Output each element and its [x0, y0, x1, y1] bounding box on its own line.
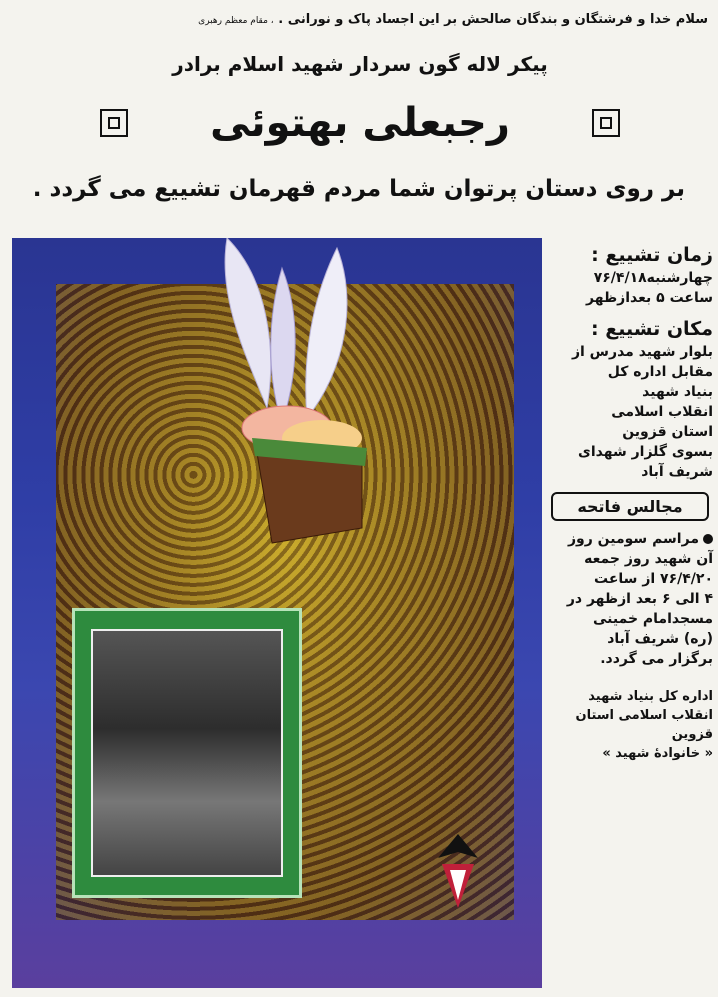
ceremony-line: ۴ الی ۶ بعد ازظهر در: [566, 591, 713, 607]
quote-text: سلام خدا و فرشتگان و بندگان صالحش بر این اجساد پاک و نورانی .: [278, 12, 708, 27]
square-ornament-icon: [100, 109, 128, 137]
border-calligraphy-left: [18, 298, 48, 958]
place-line: بلوار شهید مدرس از: [571, 344, 713, 360]
event-details: [545, 242, 713, 763]
footer-signature: [545, 687, 713, 763]
martyr-name: رجبعلی بهتوئی: [210, 100, 510, 146]
poster-artwork: [12, 238, 542, 988]
ceremony-line: ۷۶/۴/۲۰ از ساعت: [594, 571, 713, 587]
martyr-photo: [91, 629, 283, 877]
border-calligraphy-bottom: [72, 956, 512, 978]
time-line: ساعت ۵ بعدازظهر: [586, 290, 713, 306]
place-line: بسوی گلزار شهدای: [577, 444, 713, 460]
quote-line: [10, 12, 708, 27]
martyr-photo-frame: [72, 608, 302, 898]
footer-line: انقلاب اسلامی استان قزوین: [575, 708, 713, 742]
place-line: بنیاد شهید: [642, 384, 713, 400]
place-heading: مکان تشییع :: [591, 318, 713, 340]
ceremony-line: مراسم سومین روز: [545, 529, 713, 549]
footer-line: « خانوادهٔ شهید »: [602, 746, 713, 761]
footer-line: اداره کل بنیاد شهید: [588, 689, 713, 704]
martyr-foundation-logo-icon: [432, 830, 484, 910]
place-line: مقابل اداره کل: [607, 364, 713, 380]
ceremony-heading-box: مجالس فاتحه: [551, 492, 709, 521]
quote-source: ، مقام معظم رهبری: [198, 16, 274, 26]
ceremony-line: (ره) شریف آباد: [607, 631, 713, 647]
time-heading: زمان تشییع :: [591, 244, 713, 266]
procession-text: بر روی دستان پرتوان شما مردم قهرمان تشییع می گردد .: [32, 176, 685, 202]
place-line: انقلاب اسلامی: [611, 404, 713, 420]
time-line: چهارشنبه۷۶/۴/۱۸: [593, 270, 713, 286]
ceremony-line: برگزار می گردد.: [600, 651, 713, 667]
bullet-icon: [703, 534, 713, 544]
ceremony-line: آن شهید روز جمعه: [584, 551, 713, 567]
square-ornament-icon: [592, 109, 620, 137]
place-line: شریف آباد: [641, 464, 713, 480]
subtitle: پیکر لاله گون سردار شهید اسلام برادر: [172, 52, 548, 76]
place-line: استان قزوین: [622, 424, 713, 440]
dove-coffin-illustration: [187, 238, 417, 598]
name-row: [100, 93, 620, 153]
ceremony-line: مسجدامام خمینی: [592, 611, 713, 627]
